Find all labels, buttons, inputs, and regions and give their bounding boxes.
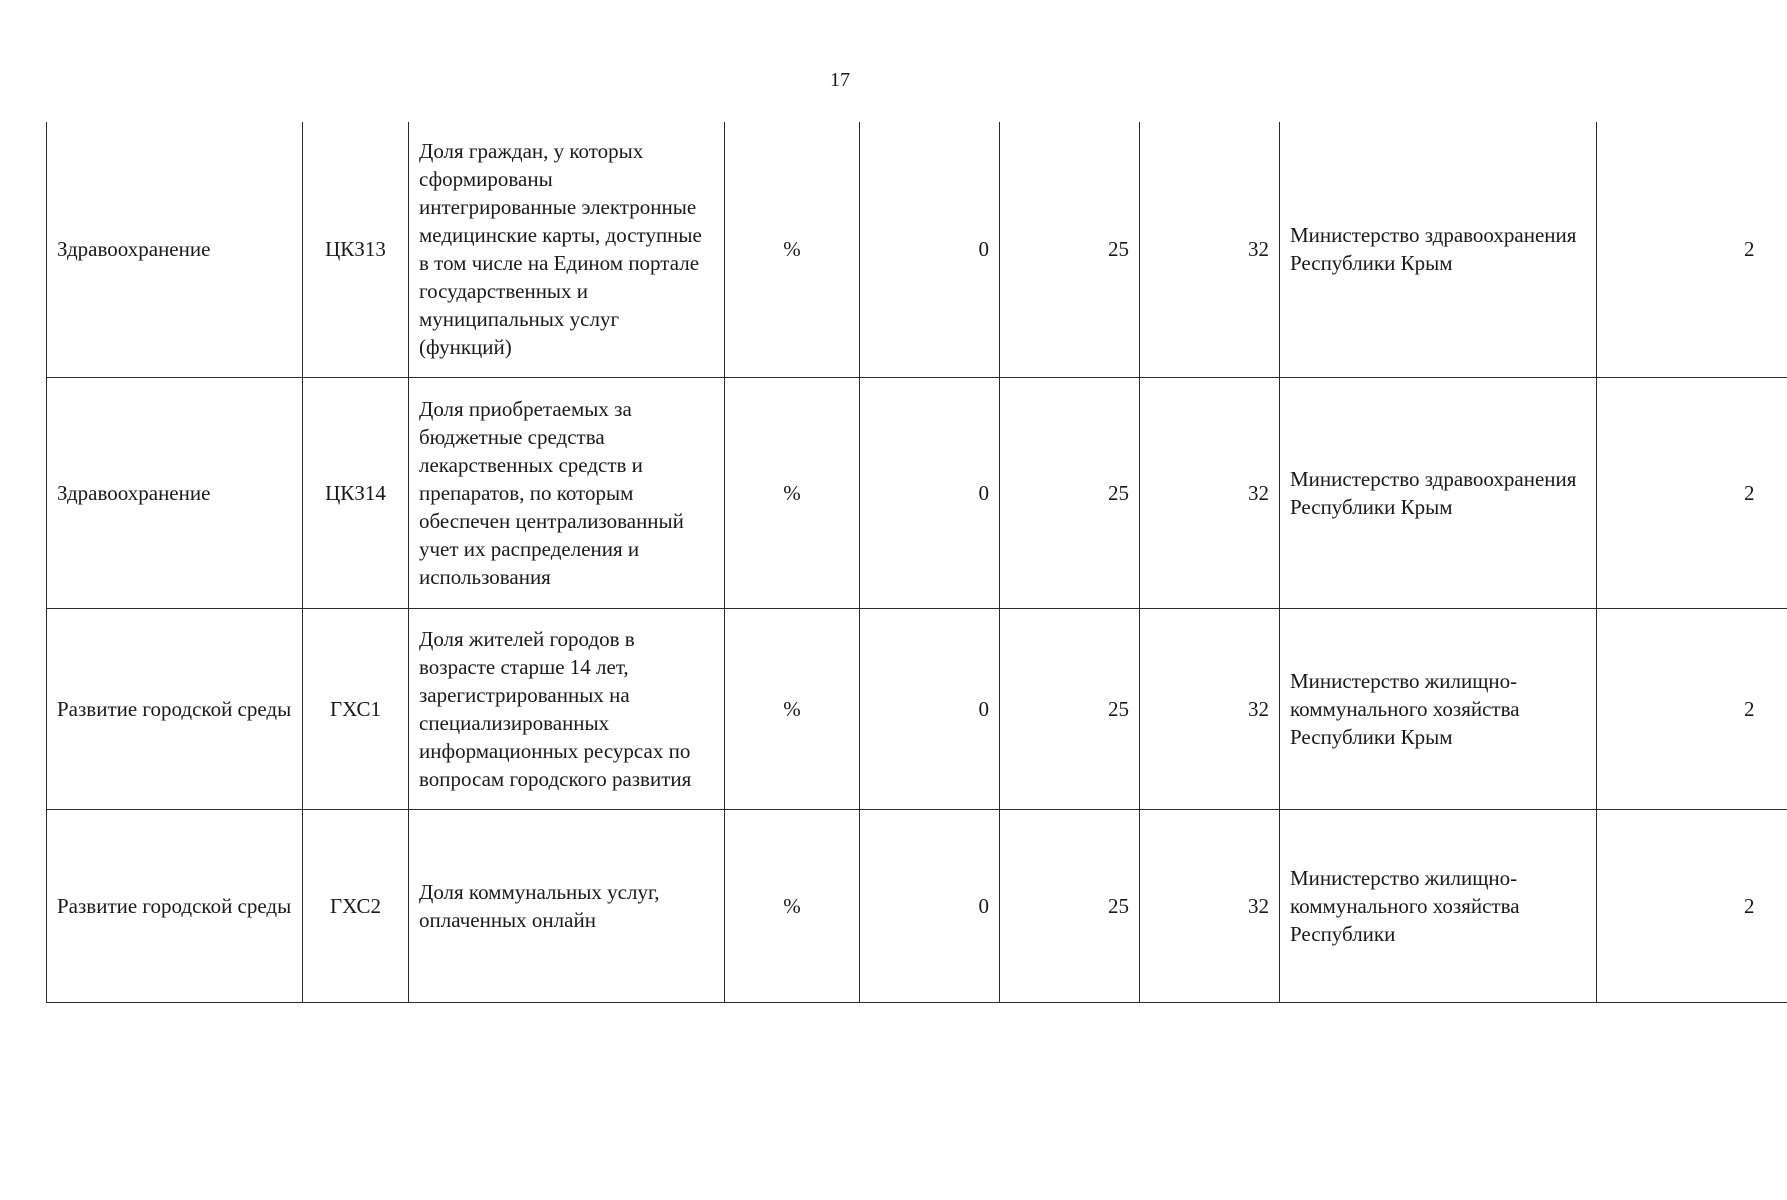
cell-value-1: 0 <box>860 377 1000 608</box>
cell-value-2: 25 <box>1000 809 1140 1002</box>
cell-value-3: 32 <box>1140 122 1280 377</box>
cell-unit: % <box>725 608 860 809</box>
cell-last: 2 <box>1597 122 1787 377</box>
table-row <box>47 608 1787 809</box>
table-row <box>47 377 1787 608</box>
cell-code: ЦКЗ13 <box>303 122 409 377</box>
cell-code: ГХС1 <box>303 608 409 809</box>
cell-value-2: 25 <box>1000 122 1140 377</box>
cell-unit: % <box>725 809 860 1002</box>
cell-area: Развитие городской среды <box>47 608 303 809</box>
cell-unit: % <box>725 122 860 377</box>
cell-code: ЦКЗ14 <box>303 377 409 608</box>
cell-value-1: 0 <box>860 809 1000 1002</box>
cell-value-3: 32 <box>1140 809 1280 1002</box>
cell-last: 2 <box>1597 809 1787 1002</box>
cell-area: Здравоохранение <box>47 377 303 608</box>
cell-area: Развитие городской среды <box>47 809 303 1002</box>
cell-responsible: Министерство здравоохранения Республики Крым <box>1280 377 1597 608</box>
cell-unit: % <box>725 377 860 608</box>
cell-indicator: Доля коммунальных услуг, оплаченных онлайн <box>409 809 725 1002</box>
page-number: 17 <box>830 69 850 91</box>
cell-responsible: Министерство здравоохранения Республики Крым <box>1280 122 1597 377</box>
cell-value-2: 25 <box>1000 608 1140 809</box>
cell-last: 2 <box>1597 608 1787 809</box>
cell-value-2: 25 <box>1000 377 1140 608</box>
indicators-table <box>46 122 1787 1003</box>
cell-code: ГХС2 <box>303 809 409 1002</box>
cell-area: Здравоохранение <box>47 122 303 377</box>
cell-responsible: Министерство жилищно-коммунального хозяйства Республики <box>1280 809 1597 1002</box>
table-row <box>47 809 1787 1002</box>
cell-value-1: 0 <box>860 122 1000 377</box>
table-row <box>47 122 1787 377</box>
cell-value-3: 32 <box>1140 608 1280 809</box>
cell-indicator: Доля жителей городов в возрасте старше 14 лет, зарегистрированных на специализированных информационных ресурсах по вопросам городского развития <box>409 608 725 809</box>
cell-value-3: 32 <box>1140 377 1280 608</box>
cell-last: 2 <box>1597 377 1787 608</box>
cell-indicator: Доля граждан, у которых сформированы интегрированные электронные медицинские карты, доступные в том числе на Едином портале государственных и муниципальных услуг (функций) <box>409 122 725 377</box>
cell-responsible: Министерство жилищно-коммунального хозяйства Республики Крым <box>1280 608 1597 809</box>
cell-indicator: Доля приобретаемых за бюджетные средства лекарственных средств и препаратов, по которым обеспечен централизованный учет их распределения и использования <box>409 377 725 608</box>
cell-value-1: 0 <box>860 608 1000 809</box>
